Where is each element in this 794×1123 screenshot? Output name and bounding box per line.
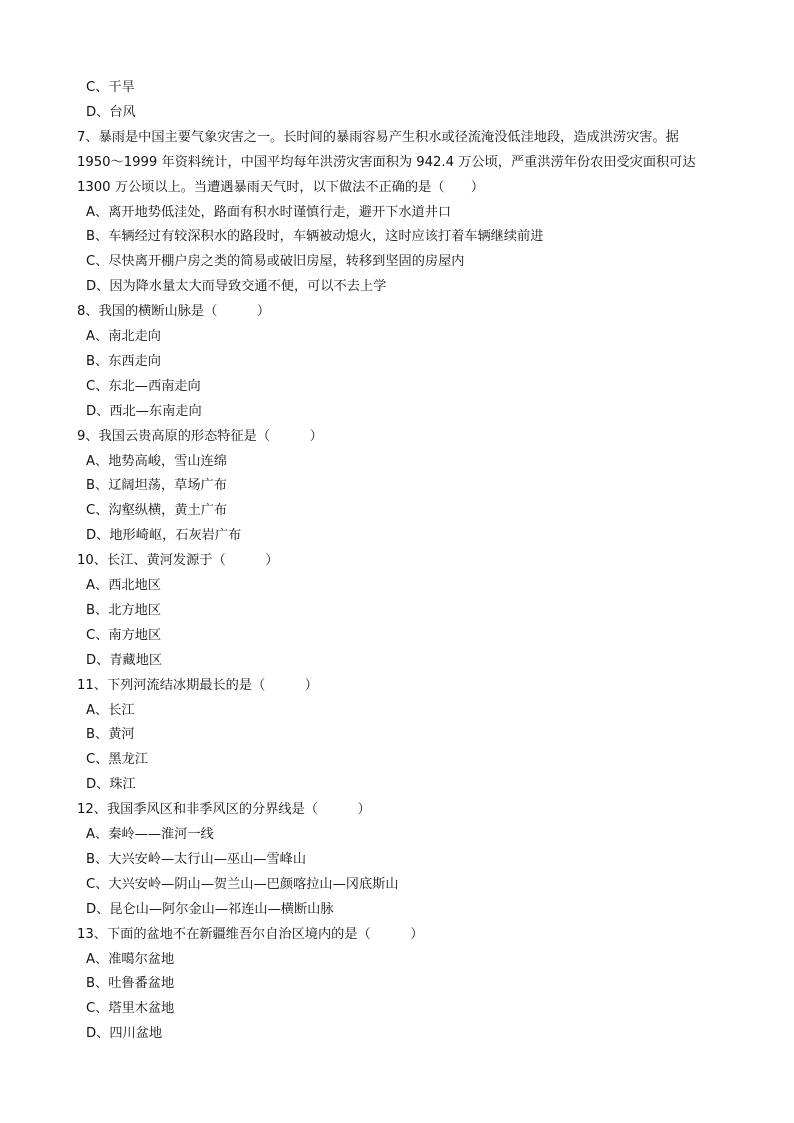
answer-option: A、准噶尔盆地 <box>86 951 175 967</box>
question-text: 8、我国的横断山脉是（ ） <box>77 304 271 320</box>
answer-option: C、黑龙江 <box>86 752 148 768</box>
answer-option: A、南北走向 <box>86 329 161 344</box>
question-paragraph-line: 1300 万公顷以上。当遭遇暴雨天气时，以下做法不正确的是（ ） <box>77 179 485 195</box>
answer-option: C、南方地区 <box>86 627 162 643</box>
answer-option: C、塔里木盆地 <box>86 1001 175 1017</box>
question-text: 11、下列河流结冰期最长的是（ ） <box>77 677 318 693</box>
answer-option: D、西北—东南走向 <box>86 403 202 419</box>
answer-option: A、离开地势低洼处，路面有积水时谨慎行走，避开下水道井口 <box>86 204 452 220</box>
answer-option: D、珠江 <box>86 777 136 793</box>
answer-option: D、因为降水量太大而导致交通不便，可以不去上学 <box>86 279 387 295</box>
answer-option: D、昆仑山—阿尔金山—祁连山—横断山脉 <box>86 901 334 917</box>
answer-option: C、大兴安岭—阴山—贺兰山—巴颜喀拉山—冈底斯山 <box>86 876 399 892</box>
answer-option: D、四川盆地 <box>86 1026 163 1042</box>
answer-option: B、大兴安岭—太行山—巫山—雪峰山 <box>86 851 307 867</box>
answer-option: A、地势高峻，雪山连绵 <box>86 453 227 469</box>
answer-option: A、长江 <box>86 702 135 718</box>
question-paragraph-line: 1950～1999 年资料统计，中国平均每年洪涝灾害面积为 942.4 万公顷，严重洪涝年份农田受灾面积可达 <box>77 154 696 170</box>
question-paragraph-line: 7、暴雨是中国主要气象灾害之一。长时间的暴雨容易产生积水或径流淹没低洼地段，造成洪涝灾害。据 <box>77 129 679 145</box>
answer-option: C、干旱 <box>86 80 135 95</box>
answer-option: D、台风 <box>86 104 136 120</box>
answer-option: C、沟壑纵横，黄土广布 <box>86 503 228 519</box>
question-text: 10、长江、黄河发源于（ ） <box>77 553 279 569</box>
answer-option: D、地形崎岖，石灰岩广布 <box>86 528 242 544</box>
answer-option: B、黄河 <box>86 727 135 743</box>
answer-option: C、东北—西南走向 <box>86 378 201 394</box>
answer-option: D、青藏地区 <box>86 652 163 668</box>
answer-option: C、尽快离开棚户房之类的简易或破旧房屋，转移到坚固的房屋内 <box>86 254 465 270</box>
answer-option: B、吐鲁番盆地 <box>86 976 175 992</box>
question-text: 9、我国云贵高原的形态特征是（ ） <box>77 428 323 444</box>
answer-option: B、东西走向 <box>86 353 161 369</box>
answer-option: A、秦岭——淮河一线 <box>86 827 214 842</box>
answer-option: B、车辆经过有较深积水的路段时，车辆被动熄火，这时应该打着车辆继续前进 <box>86 229 544 245</box>
question-text: 12、我国季风区和非季风区的分界线是（ ） <box>77 802 371 818</box>
answer-option: B、北方地区 <box>86 602 161 618</box>
answer-option: B、辽阔坦荡，草场广布 <box>86 478 227 494</box>
question-text: 13、下面的盆地不在新疆维吾尔自治区境内的是（ ） <box>77 926 424 942</box>
answer-option: A、西北地区 <box>86 578 161 593</box>
